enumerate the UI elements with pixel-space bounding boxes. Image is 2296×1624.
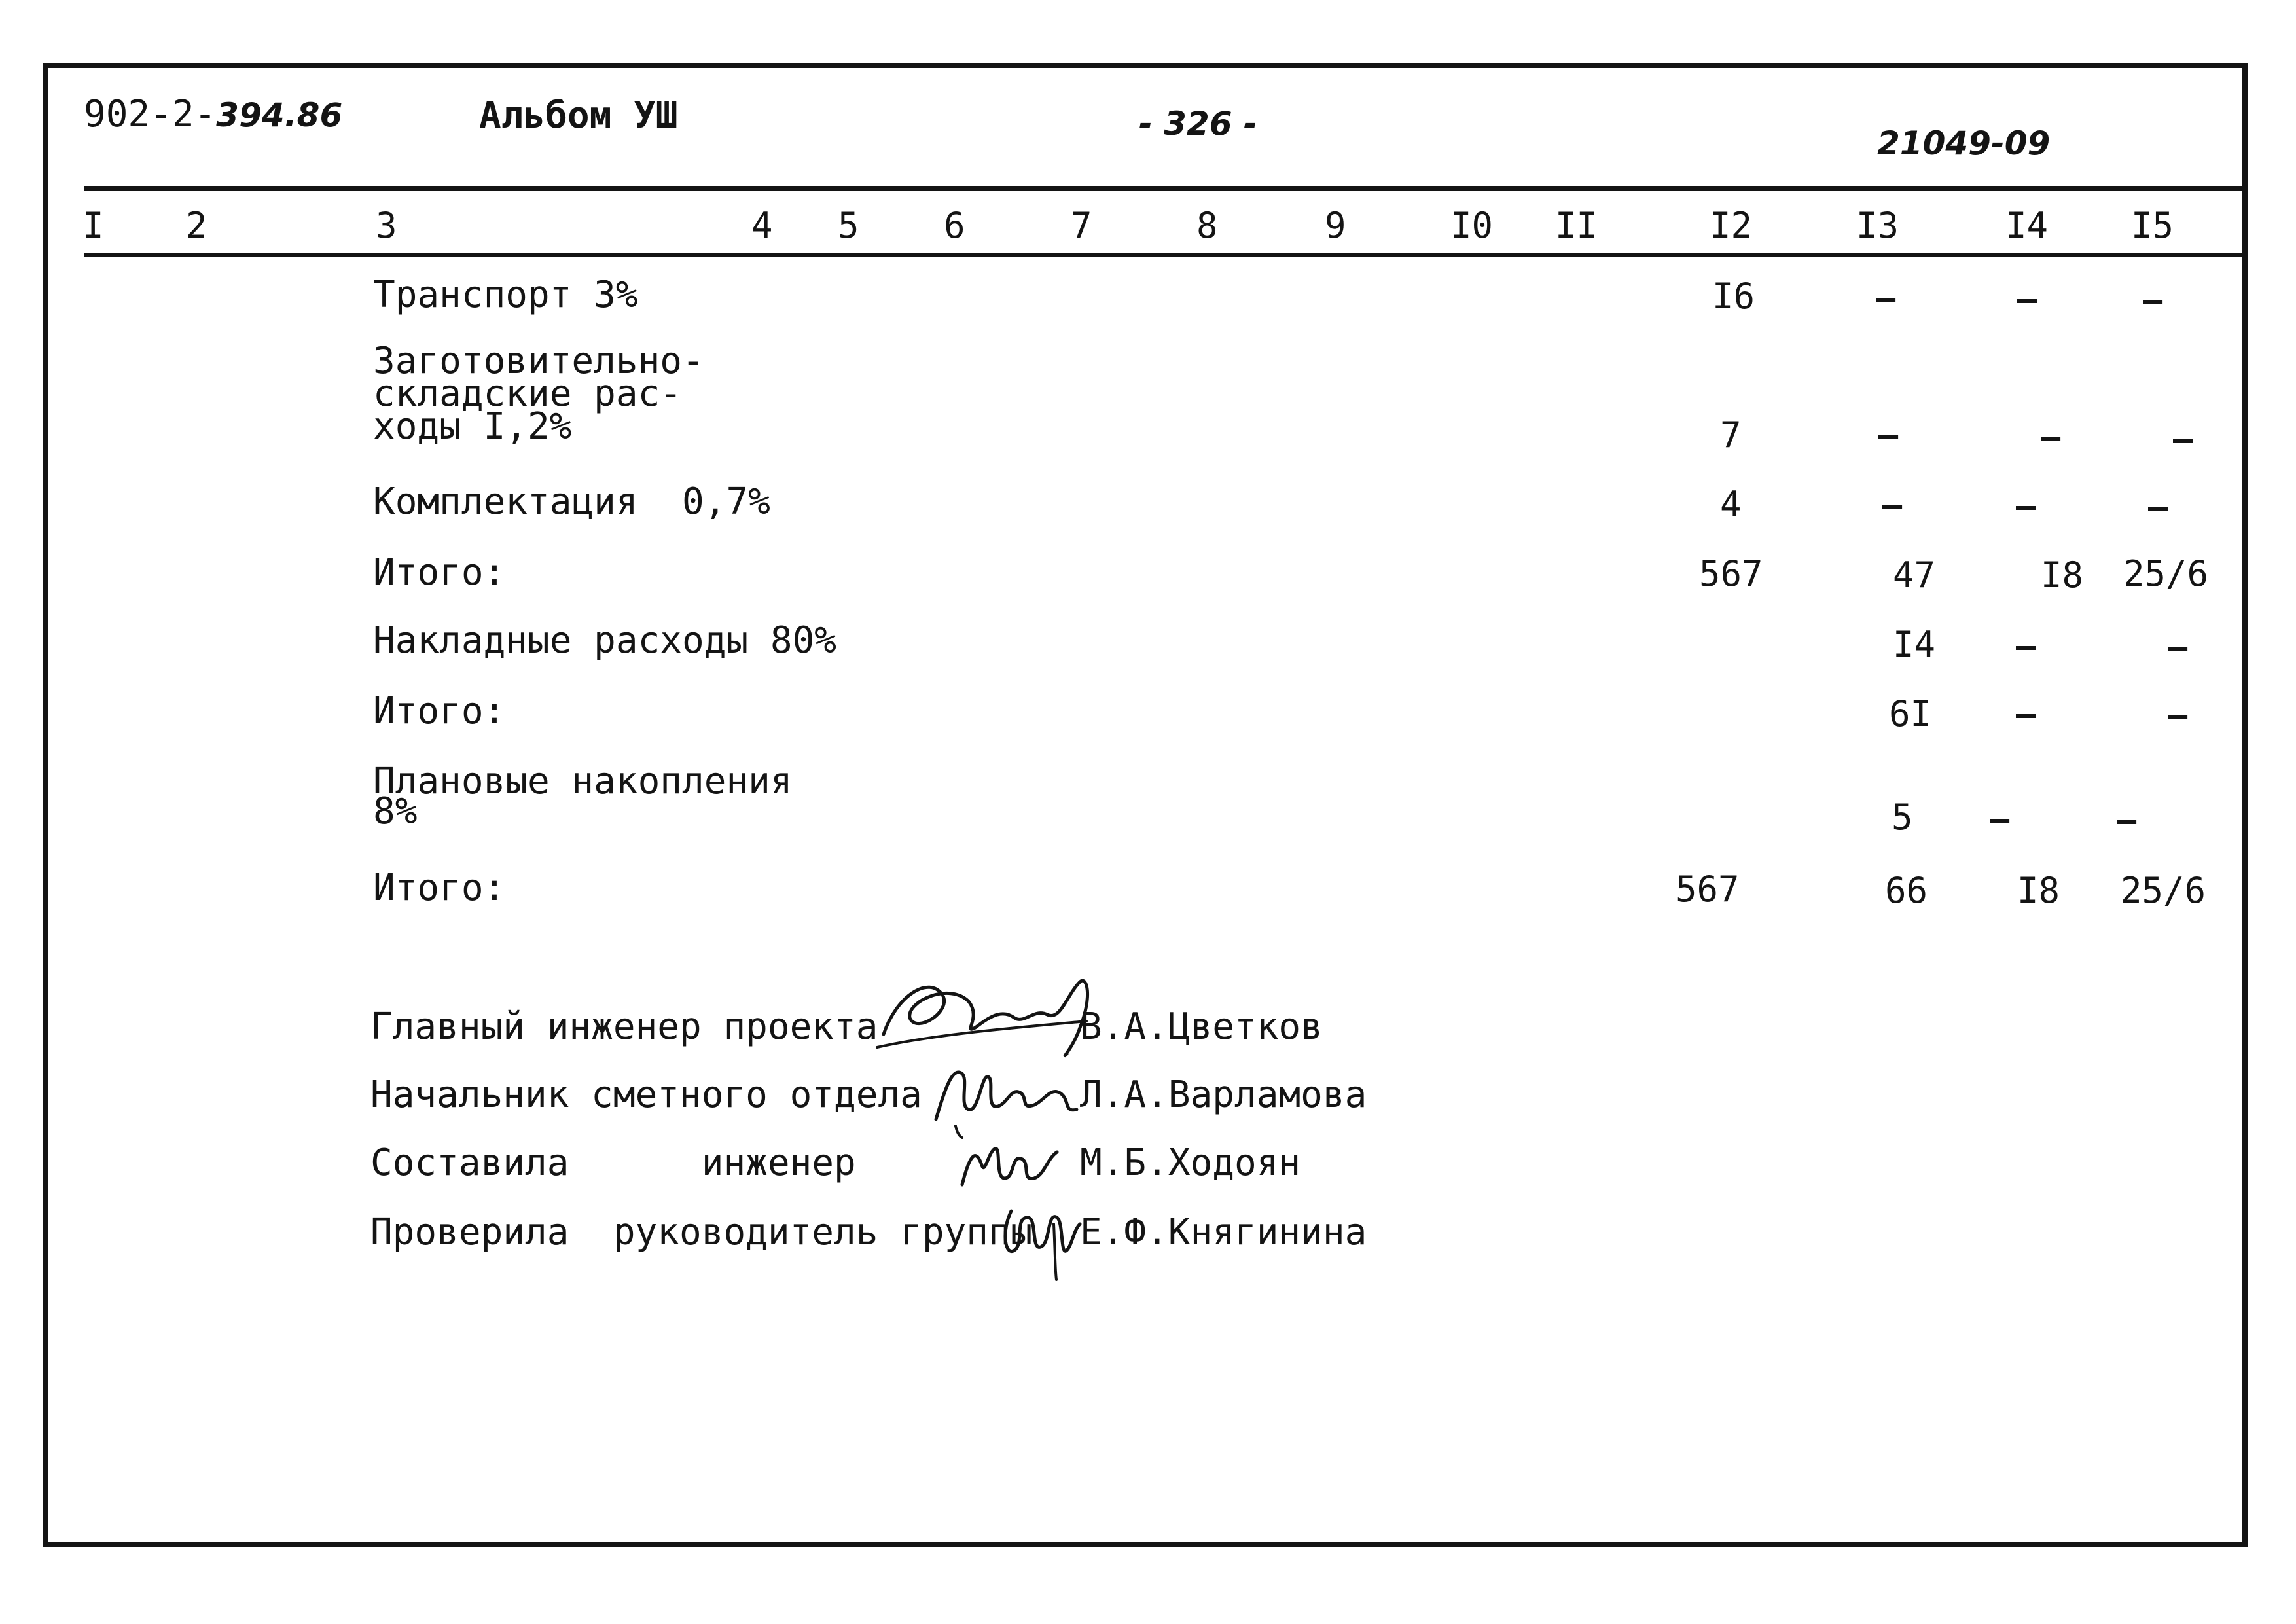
row-procurement-col14: – [2041, 418, 2061, 456]
row-procurement-col13: – [1878, 416, 1899, 454]
column-number-5: 5 [838, 205, 859, 246]
column-header-rule [84, 253, 2248, 257]
signer-role-chief-engineer: Главный инженер проекта [370, 1005, 878, 1048]
column-number-12: I2 [1710, 205, 1753, 246]
row-label-subtotal-1: Итого: [373, 551, 506, 594]
signer-role-compiled-by: Составила инженер [370, 1142, 856, 1184]
column-number-9: 9 [1325, 205, 1346, 246]
row-total-col15: 25/6 [2121, 870, 2206, 911]
signer-name-estimate-head: Л.А.Варламова [1080, 1074, 1367, 1116]
header-rule [84, 186, 2248, 191]
row-transport-col12: I6 [1712, 276, 1755, 317]
row-subtotal-2-col13: 6I [1889, 693, 1932, 734]
column-number-8: 8 [1196, 205, 1218, 246]
row-label-planned-savings-line-2: 8% [373, 790, 418, 833]
row-label-procurement-line-1: Заготовительно- [373, 340, 704, 382]
doc-code-printed: 902-2- [84, 93, 217, 135]
signer-name-chief-engineer: В.А.Цветков [1080, 1005, 1323, 1048]
row-total-col12: 567 [1676, 869, 1740, 910]
album-title: Альбом УШ [479, 94, 678, 137]
row-label-completion: Комплектация 0,7% [373, 480, 770, 523]
row-subtotal-2-col14: – [2016, 695, 2036, 733]
signer-name-checked-by: Е.Ф.Княгинина [1080, 1211, 1367, 1254]
row-transport-col14: – [2017, 280, 2037, 318]
doc-code-handwritten: 394.86 [216, 96, 343, 134]
column-number-3: 3 [376, 205, 397, 246]
row-label-planned-savings-line-1: Плановые накопления [373, 760, 793, 803]
row-subtotal-1-col13: 47 [1893, 554, 1936, 596]
row-transport-col15: – [2143, 281, 2163, 319]
column-number-11: II [1555, 205, 1598, 246]
column-number-4: 4 [751, 205, 773, 246]
column-number-15: I5 [2131, 205, 2174, 246]
row-label-transport: Транспорт 3% [373, 274, 638, 316]
signer-role-checked-by: Проверила руководитель группы [370, 1211, 1033, 1254]
row-planned-savings-col13: 5 [1892, 797, 1913, 838]
row-overhead-col15: – [2168, 628, 2188, 666]
row-label-procurement-line-2: складские рас- [373, 372, 683, 415]
row-subtotal-2-col15: – [2168, 696, 2188, 734]
row-procurement-col12: 7 [1720, 414, 1742, 456]
page-number: - 326 - [1139, 105, 1257, 143]
row-subtotal-1-col15: 25/6 [2123, 553, 2209, 594]
row-subtotal-1-col14: I8 [2041, 554, 2084, 596]
archive-number: 21049-09 [1877, 124, 2051, 162]
row-completion-col15: – [2148, 488, 2168, 526]
column-number-7: 7 [1071, 205, 1092, 246]
column-number-6: 6 [944, 205, 965, 246]
row-planned-savings-col15: – [2117, 801, 2137, 839]
row-label-total: Итого: [373, 867, 506, 909]
signature-estimate-head [923, 1047, 1086, 1139]
row-procurement-col15: – [2173, 420, 2193, 458]
row-label-overhead: Накладные расходы 80% [373, 619, 837, 662]
column-number-13: I3 [1856, 205, 1899, 246]
signer-role-estimate-head: Начальник сметного отдела [370, 1074, 922, 1116]
row-label-procurement-line-3: ходы I,2% [373, 405, 572, 448]
column-number-2: 2 [186, 205, 207, 246]
column-number-1: I [82, 205, 104, 246]
signature-checked-by [995, 1185, 1086, 1283]
row-subtotal-1-col12: 567 [1699, 553, 1763, 594]
row-overhead-col14: – [2016, 627, 2036, 665]
row-completion-col14: – [2016, 487, 2036, 525]
row-overhead-col13: I4 [1893, 624, 1936, 665]
column-number-10: I0 [1450, 205, 1494, 246]
row-completion-col12: 4 [1720, 484, 1742, 525]
column-number-14: I4 [2005, 205, 2049, 246]
doc-code [84, 93, 343, 135]
signer-name-compiled-by: М.Б.Ходоян [1080, 1142, 1301, 1184]
row-label-subtotal-2: Итого: [373, 690, 506, 732]
row-transport-col13: – [1876, 279, 1896, 317]
row-completion-col13: – [1882, 486, 1903, 524]
row-total-col13: 66 [1885, 870, 1928, 911]
row-planned-savings-col14: – [1990, 800, 2010, 838]
row-total-col14: I8 [2017, 870, 2060, 911]
